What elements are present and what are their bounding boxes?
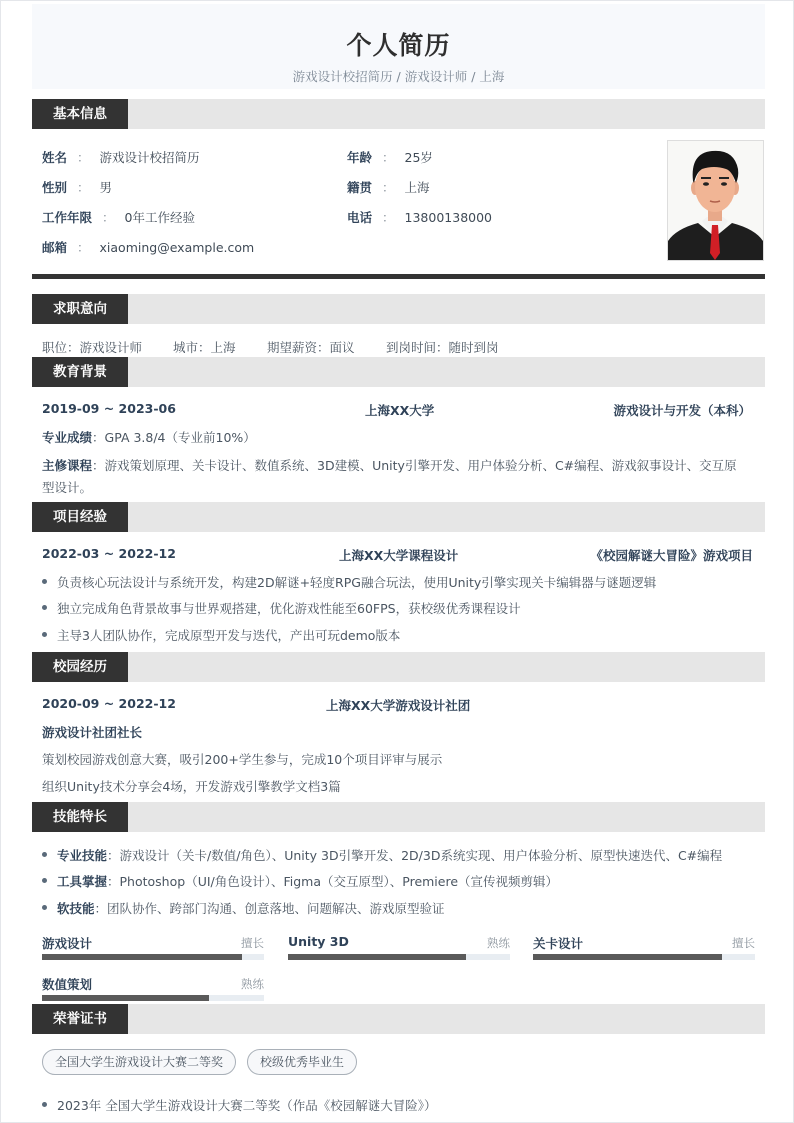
info-colon: ： — [77, 180, 90, 195]
section-header-education — [32, 357, 765, 387]
campus-period: 2020-09 ~ 2022-12 — [42, 696, 176, 711]
section-tag: 项目经验 — [32, 502, 128, 532]
bullet-icon — [42, 605, 47, 610]
section-tag: 教育背景 — [32, 357, 128, 387]
info-label: 姓名 — [42, 150, 68, 165]
info-colon: ： — [102, 210, 115, 225]
education-major: 游戏设计与开发（本科） — [613, 403, 751, 418]
section-tag: 荣誉证书 — [32, 1004, 128, 1034]
campus-org: 上海XX大学游戏设计社团 — [326, 698, 471, 713]
info-colon: ： — [77, 240, 90, 255]
section-header-intent — [32, 294, 765, 324]
education-school: 上海XX大学 — [365, 403, 435, 418]
info-value: 男 — [99, 180, 113, 195]
skill-bullet: 软技能：团队协作、跨部门沟通、创意落地、问题解决、游戏原型验证 — [42, 899, 445, 917]
info-phone — [347, 208, 492, 226]
skill-bar-game-design: 游戏设计 擅长 — [42, 934, 264, 970]
courses-value: ：游戏策划原理、关卡设计、数值系统、3D建模、Unity引擎开发、用户体验分析、C#编程、游戏叙事设计、交互原 — [92, 458, 737, 473]
info-colon: ： — [382, 150, 395, 165]
gpa-value: ：GPA 3.8/4（专业前10%） — [92, 430, 256, 445]
skill-fill — [533, 954, 722, 960]
skill-bar-unity: Unity 3D 熟练 — [288, 934, 510, 970]
campus-role: 游戏设计社团社长 — [42, 725, 143, 740]
section-divider — [32, 274, 765, 279]
campus-line: 策划校园游戏创意大赛，吸引200+学生参与，完成10个项目评审与展示 — [42, 752, 443, 767]
section-tag: 技能特长 — [32, 802, 128, 832]
info-value: 0年工作经验 — [124, 210, 195, 225]
info-label: 年龄 — [347, 150, 373, 165]
skill-fill — [42, 954, 242, 960]
section-header-projects — [32, 502, 765, 532]
skill-track — [42, 995, 264, 1001]
education-gpa — [42, 428, 256, 446]
info-value: 游戏设计校招简历 — [99, 150, 200, 165]
skill-fill — [42, 995, 209, 1001]
section-tag: 求职意向 — [32, 294, 128, 324]
skill-bullet: 工具掌握：Photoshop（UI/角色设计）、Figma（交互原型）、Premiere（宣传视频剪辑） — [42, 872, 558, 890]
honor-chip: 全国大学生游戏设计大赛二等奖 — [42, 1049, 236, 1075]
info-value: 13800138000 — [404, 210, 493, 225]
honor-chip: 校级优秀毕业生 — [247, 1049, 357, 1075]
email-link[interactable]: xiaoming@example.com — [99, 240, 255, 255]
info-email — [42, 238, 254, 256]
courses-label: 主修课程 — [42, 458, 93, 473]
education-courses — [42, 456, 737, 474]
bullet-icon — [42, 1102, 47, 1107]
skill-fill — [288, 954, 466, 960]
intent-position: 职位：游戏设计师 — [42, 340, 143, 355]
info-label: 性别 — [42, 180, 68, 195]
education-period: 2019-09 ~ 2023-06 — [42, 401, 176, 416]
skill-track — [42, 954, 264, 960]
info-label: 电话 — [347, 210, 373, 225]
gpa-label: 专业成绩 — [42, 430, 93, 445]
avatar — [667, 140, 764, 261]
info-hometown — [347, 178, 430, 196]
info-colon: ： — [382, 210, 395, 225]
avatar-photo-icon — [668, 141, 763, 260]
campus-line: 组织Unity技术分享会4场，开发游戏引擎教学文档3篇 — [42, 779, 341, 794]
section-header-skills — [32, 802, 765, 832]
page-title: 个人简历 — [346, 31, 451, 60]
section-tag: 基本信息 — [32, 99, 128, 129]
skill-track — [288, 954, 510, 960]
intent-salary: 期望薪资：面议 — [267, 340, 355, 355]
project-period: 2022-03 ~ 2022-12 — [42, 546, 176, 561]
info-gender — [42, 178, 112, 196]
bullet-icon — [42, 632, 47, 637]
bullet-icon — [42, 878, 47, 883]
resume-header — [32, 4, 765, 89]
skill-bar-level-design: 关卡设计 擅长 — [533, 934, 755, 970]
education-courses-cont: 型设计。 — [42, 480, 93, 495]
skill-bar-numeric-design: 数值策划 熟练 — [42, 975, 264, 1011]
page-subtitle: 游戏设计校招简历 / 游戏设计师 / 上海 — [292, 69, 505, 84]
skill-bullet: 专业技能：游戏设计（关卡/数值/角色）、Unity 3D引擎开发、2D/3D系统实现、用户体验分析、原型快速迭代、C#编程 — [42, 846, 722, 864]
project-bullet: 主导3人团队协作，完成原型开发与迭代，产出可玩demo版本 — [42, 626, 400, 644]
section-header-basic — [32, 99, 765, 129]
info-age — [347, 148, 433, 166]
honor-bullet: 2023年 全国大学生游戏设计大赛二等奖（作品《校园解谜大冒险》） — [42, 1096, 437, 1114]
info-label: 邮箱 — [42, 240, 68, 255]
section-header-campus — [32, 652, 765, 682]
project-bullet: 独立完成角色背景故事与世界观搭建，优化游戏性能至60FPS，获校级优秀课程设计 — [42, 599, 521, 617]
info-label: 籍贯 — [347, 180, 373, 195]
info-colon: ： — [77, 150, 90, 165]
intent-availability: 到岗时间：随时到岗 — [386, 340, 499, 355]
intent-city: 城市：上海 — [173, 340, 236, 355]
project-bullet: 负责核心玩法设计与系统开发，构建2D解谜+轻度RPG融合玩法，使用Unity引擎实现关卡编辑器与谜题逻辑 — [42, 573, 656, 591]
bullet-icon — [42, 905, 47, 910]
info-value: 25岁 — [404, 150, 433, 165]
info-colon: ： — [382, 180, 395, 195]
info-value: 上海 — [404, 180, 430, 195]
info-label: 工作年限 — [42, 210, 93, 225]
skill-track — [533, 954, 755, 960]
bullet-icon — [42, 579, 47, 584]
section-tag: 校园经历 — [32, 652, 128, 682]
section-header-honors — [32, 1004, 765, 1034]
bullet-icon — [42, 852, 47, 857]
project-org: 上海XX大学课程设计 — [339, 548, 459, 563]
project-name: 《校园解谜大冒险》游戏项目 — [590, 548, 753, 563]
info-name — [42, 148, 200, 166]
info-experience — [42, 208, 195, 226]
